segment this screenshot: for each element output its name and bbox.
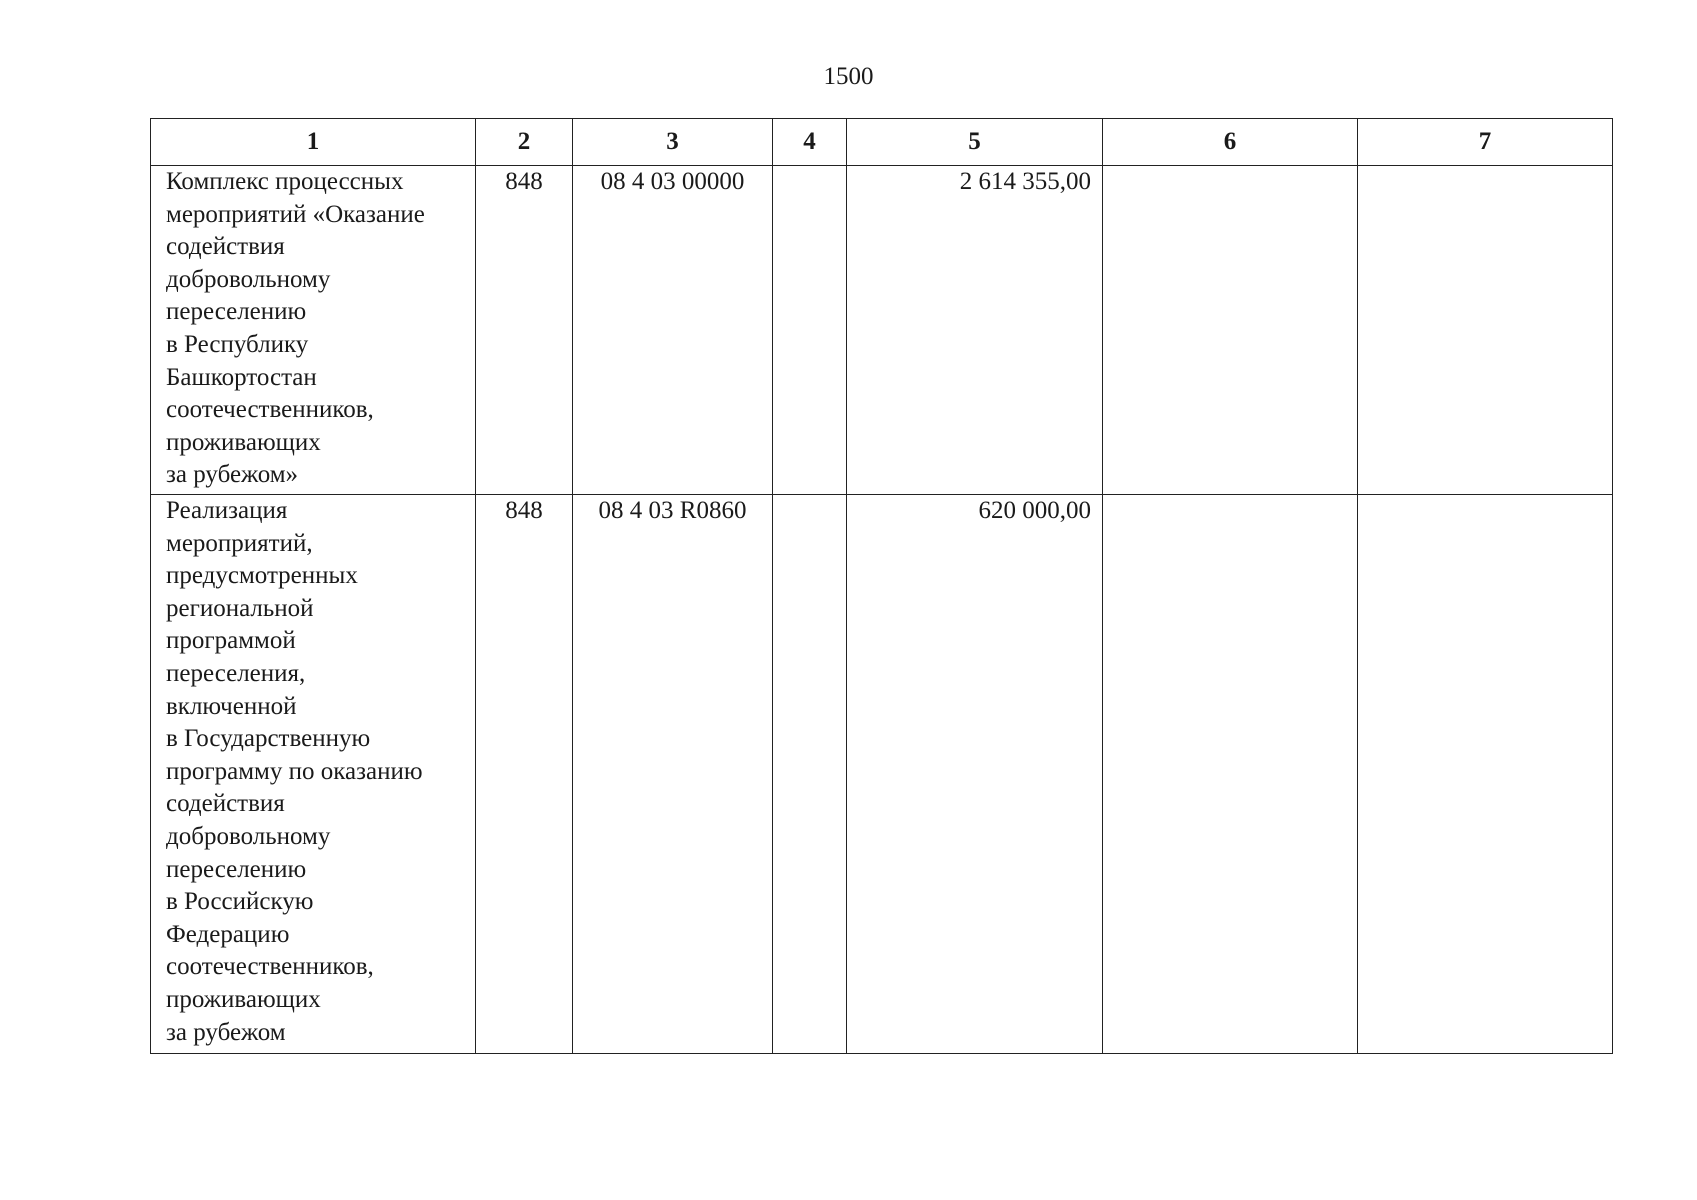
department-code-cell: 848: [476, 166, 573, 495]
table-header-row: [151, 119, 1613, 166]
column-header-5: 5: [847, 119, 1103, 166]
column-6-cell: [1103, 166, 1358, 495]
column-header-6: 6: [1103, 119, 1358, 166]
column-header-1: 1: [151, 119, 476, 166]
row-name-cell: Реализация мероприятий, предусмотренных региональной программой переселения, включенной в Государственную программу по оказанию содействия добровольному переселению в Российскую Федерацию соотечественников, проживающих за рубежом: [151, 495, 476, 1054]
page-number: 1500: [823, 63, 874, 90]
department-code-cell: 848: [476, 495, 573, 1054]
table-row: [151, 495, 1613, 1054]
column-header-2: 2: [476, 119, 573, 166]
table-row: [151, 166, 1613, 495]
column-header-7: 7: [1358, 119, 1613, 166]
row-name-cell: Комплекс процессных мероприятий «Оказание содействия добровольному переселению в Республику Башкортостан соотечественников, проживающих за рубежом»: [151, 166, 476, 495]
amount-cell: 2 614 355,00: [847, 166, 1103, 495]
target-article-cell: 08 4 03 00000: [573, 166, 773, 495]
expense-type-cell: [773, 495, 847, 1054]
column-6-cell: [1103, 495, 1358, 1054]
amount-cell: 620 000,00: [847, 495, 1103, 1054]
column-header-4: 4: [773, 119, 847, 166]
column-7-cell: [1358, 166, 1613, 495]
column-header-3: 3: [573, 119, 773, 166]
target-article-cell: 08 4 03 R0860: [573, 495, 773, 1054]
column-7-cell: [1358, 495, 1613, 1054]
budget-table: [150, 118, 1613, 1054]
expense-type-cell: [773, 166, 847, 495]
